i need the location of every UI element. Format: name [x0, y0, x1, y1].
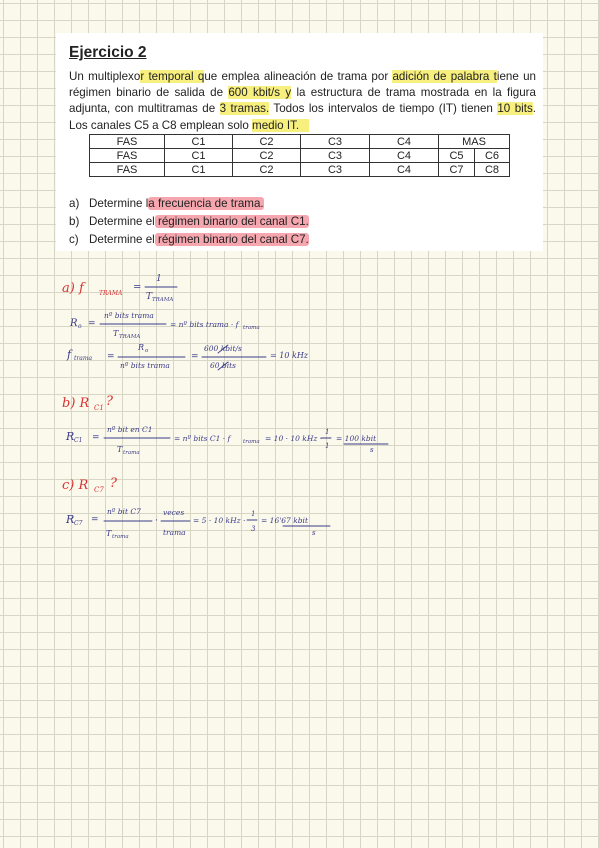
rc1-mid: = nº bits C1 · f: [174, 434, 231, 443]
rc7-result-den: s: [312, 529, 316, 537]
fraction-denominator: T: [146, 292, 153, 302]
fraction-denominator-sub: TRAMA: [152, 297, 174, 303]
statement-text: . Los canales C5 a C8 emplean solo: [69, 102, 536, 132]
answer-a-heading: a) f: [62, 281, 84, 296]
rc7-numerator-2: veces: [163, 508, 185, 517]
f-denominator-value: 60 bits: [210, 361, 236, 370]
answer-c-question-mark: ?: [110, 476, 117, 491]
table-cell: C4: [370, 135, 439, 149]
statement-highlight: r temporal q: [140, 70, 205, 83]
statement-text: Todos los intervalos de tiempo (IT) tienen: [269, 102, 498, 116]
table-cell: FAS: [90, 135, 165, 149]
statement-text: la estructura de trama mostrada en la figura adjunta, con multitramas de: [69, 86, 536, 116]
answer-c: [62, 476, 330, 540]
answer-b-question-mark: ?: [106, 394, 113, 409]
f-numerator-value: 600 kbit/s: [204, 344, 242, 353]
eq-sign: =: [88, 319, 96, 329]
rc1-calc: = 10 · 10 kHz ·: [265, 434, 323, 443]
statement-highlight: 600 kbit/s y: [228, 86, 292, 100]
statement-text: Un multiplexo: [69, 70, 141, 83]
rc1-frac-den: 1: [325, 442, 330, 450]
table-cell: FAS: [90, 163, 165, 177]
answer-a: [62, 274, 309, 370]
f-lhs: f: [67, 348, 72, 361]
rc1-result-num: = 100 kbit: [336, 434, 377, 443]
exercise-title: Ejercicio 2: [69, 44, 147, 61]
ro-rhs-sub: trama: [243, 325, 260, 331]
rc7-numerator: nº bit C7: [107, 507, 141, 516]
ro-lhs: R: [70, 318, 78, 329]
table-cell: C1: [165, 163, 233, 177]
table-cell: C4: [370, 163, 439, 177]
table-cell: C8: [475, 163, 510, 177]
table-cell: C1: [165, 135, 233, 149]
question-highlight: régimen binario del canal C7.: [154, 233, 309, 246]
statement-highlight: medio IT.: [252, 118, 300, 132]
eq-sign: =: [107, 352, 115, 362]
table-cell-mas: MAS: [439, 135, 510, 149]
rc1-result-den: s: [370, 446, 374, 454]
table-cell: C2: [233, 149, 301, 163]
f-denominator: nº bits trama: [120, 361, 170, 370]
rc7-frac-num: 1: [251, 510, 256, 518]
table-cell: C1: [165, 149, 233, 163]
question-highlight: a frecuencia de trama.: [148, 197, 264, 210]
question-text: Determine el: [89, 233, 155, 246]
rc7-lhs-sub: C7: [74, 520, 83, 527]
f-result: = 10 kHz: [270, 351, 309, 360]
fraction-numerator: 1: [156, 274, 162, 284]
table-cell: C6: [475, 149, 510, 163]
statement-text: iene un régimen binario de salida de: [69, 70, 536, 100]
statement-highlight: adición de palabra t: [392, 70, 497, 83]
statement-highlight: 10 bits: [497, 102, 533, 116]
ro-denominator: T: [113, 329, 119, 338]
question-text: Determine el: [89, 215, 155, 228]
rc1-numerator: nº bit en C1: [107, 425, 153, 434]
question-text: Determine l: [89, 197, 149, 210]
table-cell: C3: [301, 135, 370, 149]
rc7-calc: = 5 · 10 kHz ·: [193, 516, 246, 525]
table-cell: C5: [439, 149, 475, 163]
ro-numerator: nº bits trama: [104, 311, 154, 320]
table-cell: C3: [301, 149, 370, 163]
table-cell: C2: [233, 163, 301, 177]
rc7-frac-den: 3: [251, 525, 256, 533]
f-numerator: R: [138, 343, 145, 352]
question-letter: b): [69, 215, 80, 228]
question-letter: c): [69, 233, 79, 246]
rc7-lhs: R: [66, 513, 75, 526]
eq-sign: =: [133, 282, 142, 293]
statement-highlight: 3 tramas.: [219, 102, 270, 116]
f-numerator-sub: o: [145, 348, 149, 354]
table-cell: C4: [370, 149, 439, 163]
eq-sign: =: [191, 352, 199, 362]
rc7-mult: ·: [155, 516, 158, 526]
rc1-mid-sub: trama: [243, 439, 260, 445]
question-highlight: régimen binario del canal C1.: [154, 215, 309, 228]
rc7-denominator: T: [106, 529, 112, 538]
ro-lhs-sub: o: [78, 323, 82, 330]
answer-c-heading: c) R: [62, 478, 89, 493]
table-cell: FAS: [90, 149, 165, 163]
rc1-frac-num: 1: [325, 428, 330, 436]
rc7-denominator-2: trama: [163, 528, 186, 537]
answer-b: [62, 394, 388, 456]
f-lhs-sub: trama: [74, 355, 93, 362]
answer-a-heading-sub: TRAMA: [99, 290, 123, 297]
eq-sign: =: [91, 515, 99, 525]
rc1-lhs-sub: C1: [74, 437, 83, 444]
table-cell: C7: [439, 163, 475, 177]
statement-text: ue emplea alineación de trama por: [204, 70, 393, 83]
rc1-denominator-sub: trama: [123, 450, 140, 456]
answer-b-heading-sub: C1: [94, 404, 104, 412]
rc1-lhs: R: [66, 430, 75, 443]
table-cell: C2: [233, 135, 301, 149]
eq-sign: =: [92, 433, 100, 443]
ro-denominator-sub: TRAMA: [119, 334, 141, 340]
rc7-denominator-sub: trama: [112, 534, 129, 540]
rc7-result-num: = 16'67 kbit: [261, 516, 308, 525]
answer-b-heading: b) R: [62, 396, 90, 411]
ro-rhs: = nº bits trama · f: [170, 320, 239, 329]
answer-c-heading-sub: C7: [94, 486, 104, 494]
rc1-denominator: T: [117, 445, 123, 454]
question-letter: a): [69, 197, 80, 210]
table-cell: C3: [301, 163, 370, 177]
